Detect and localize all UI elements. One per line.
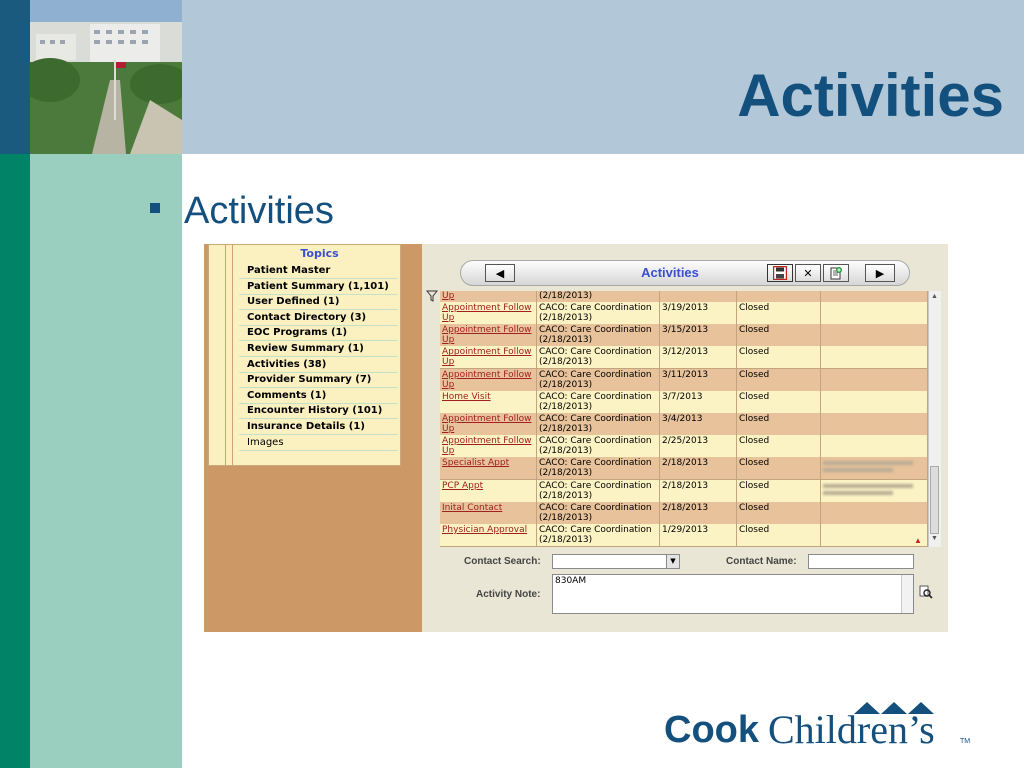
status-cell: Closed	[737, 391, 821, 413]
embedded-screenshot	[204, 244, 948, 632]
status-cell: Closed	[737, 502, 821, 524]
contact-cell	[821, 324, 928, 346]
activity-note-label: Activity Note:	[476, 589, 541, 600]
bullet-square-icon	[150, 203, 160, 213]
contact-cell	[821, 502, 928, 524]
date-cell: 2/25/2013	[660, 435, 737, 457]
program-cell: CACO: Care Coordination (2/18/2013)	[537, 302, 660, 324]
filter-icon[interactable]	[426, 290, 438, 302]
table-row[interactable]	[440, 457, 928, 480]
activity-cell[interactable]: PCP Appt	[440, 480, 537, 502]
add-button[interactable]	[823, 264, 849, 282]
activity-cell[interactable]: Appointment Follow Up	[440, 369, 537, 391]
activities-grid	[440, 291, 928, 547]
program-cell: CACO: Care Coordination (2/18/2013)	[537, 524, 660, 546]
activity-cell[interactable]: Physician Approval	[440, 524, 537, 546]
contact-cell	[821, 346, 928, 368]
date-cell: 3/7/2013	[660, 391, 737, 413]
previous-button[interactable]	[485, 264, 515, 282]
topic-item[interactable]: Activities (38)	[239, 357, 398, 373]
contact-search-select[interactable]	[552, 554, 680, 569]
close-icon: ✕	[803, 267, 813, 280]
sort-indicator-icon: ▲	[914, 536, 922, 545]
activity-cell[interactable]: Appointment Follow Up	[440, 324, 537, 346]
program-cell: CACO: Care Coordination (2/18/2013)	[537, 324, 660, 346]
date-cell: 3/11/2013	[660, 369, 737, 391]
activity-cell[interactable]: Appointment Follow Up	[440, 302, 537, 324]
topic-item[interactable]: Encounter History (101)	[239, 403, 398, 419]
status-cell: Closed	[737, 480, 821, 502]
program-cell: CACO: Care Coordination (2/18/2013)	[537, 502, 660, 524]
table-row[interactable]	[440, 346, 928, 369]
note-scrollbar[interactable]	[901, 575, 913, 613]
program-cell: CACO: Care Coordination (2/18/2013)	[537, 346, 660, 368]
slide-title: Activities	[737, 62, 1004, 129]
contact-cell	[821, 413, 928, 435]
topic-item[interactable]: Insurance Details (1)	[239, 419, 398, 435]
program-cell: CACO: Care Coordination (2/18/2013)	[537, 391, 660, 413]
magnify-icon[interactable]	[919, 585, 933, 599]
status-cell: Closed	[737, 346, 821, 368]
topic-item[interactable]: Patient Summary (1,101)	[239, 279, 398, 295]
date-cell: 2/18/2013	[660, 502, 737, 524]
program-cell: CACO: Care Coordination (2/18/2013)	[537, 369, 660, 391]
triangle-left-icon: ◀	[495, 267, 505, 280]
topic-item[interactable]: Provider Summary (7)	[239, 372, 398, 388]
contact-name-field[interactable]	[808, 554, 914, 569]
status-cell: Closed	[737, 369, 821, 391]
add-document-icon	[829, 266, 843, 280]
program-cell: CACO: Care Coordination (2/18/2013)	[537, 435, 660, 457]
cook-childrens-logo	[664, 702, 976, 754]
topic-item[interactable]: Review Summary (1)	[239, 341, 398, 357]
contact-name-label: Contact Name:	[726, 556, 797, 567]
topics-header: Topics	[300, 247, 339, 260]
table-row[interactable]	[440, 302, 928, 325]
table-row[interactable]	[440, 480, 928, 503]
program-cell: CACO: Care Coordination (2/18/2013)	[537, 457, 660, 479]
date-cell: 2/18/2013	[660, 480, 737, 502]
topic-item[interactable]: User Defined (1)	[239, 294, 398, 310]
contact-cell	[821, 302, 928, 324]
contact-cell	[821, 480, 928, 502]
contact-cell	[821, 391, 928, 413]
date-cell: 3/4/2013	[660, 413, 737, 435]
delete-button[interactable]	[795, 264, 821, 282]
topics-panel	[208, 244, 401, 466]
activity-note-textarea[interactable]: 830AM	[552, 574, 914, 614]
scroll-down-icon[interactable]: ▼	[931, 535, 938, 542]
status-cell: Closed	[737, 302, 821, 324]
topic-item[interactable]: EOC Programs (1)	[239, 325, 398, 341]
table-row[interactable]	[440, 435, 928, 458]
status-cell: Closed	[737, 413, 821, 435]
date-cell: 3/19/2013	[660, 302, 737, 324]
logo-text-childrens: Children’s	[768, 707, 935, 752]
date-cell: 3/15/2013	[660, 324, 737, 346]
status-cell: Closed	[737, 324, 821, 346]
scroll-up-icon[interactable]: ▲	[931, 293, 938, 300]
topic-item[interactable]: Contact Directory (3)	[239, 310, 398, 326]
table-row[interactable]	[440, 502, 928, 525]
table-row[interactable]	[440, 369, 928, 392]
date-cell: 2/18/2013	[660, 457, 737, 479]
contact-cell	[821, 435, 928, 457]
activity-cell[interactable]: Appointment Follow Up	[440, 413, 537, 435]
activity-cell[interactable]: Up	[440, 291, 537, 302]
save-button[interactable]	[767, 264, 793, 282]
date-cell: 3/12/2013	[660, 346, 737, 368]
redacted-text	[823, 461, 913, 465]
program-cell: (2/18/2013)	[537, 291, 660, 302]
program-cell: CACO: Care Coordination (2/18/2013)	[537, 480, 660, 502]
activity-cell[interactable]: Home Visit	[440, 391, 537, 413]
logo-text-cook: Cook	[664, 709, 759, 751]
redacted-text	[823, 468, 893, 472]
chevron-down-icon: ▼	[666, 555, 679, 568]
table-row[interactable]	[440, 413, 928, 436]
contact-cell	[821, 369, 928, 391]
save-icon	[773, 266, 787, 280]
table-row[interactable]	[440, 524, 928, 547]
contact-cell	[821, 524, 928, 546]
table-row[interactable]	[440, 391, 928, 414]
contact-search-label: Contact Search:	[464, 556, 541, 567]
status-cell: Closed	[737, 524, 821, 546]
table-row[interactable]	[440, 324, 928, 347]
status-cell: Closed	[737, 457, 821, 479]
status-cell: Closed	[737, 435, 821, 457]
redacted-text	[823, 484, 913, 488]
toolbar-title: Activities	[641, 265, 699, 280]
scrollbar-thumb[interactable]	[930, 466, 939, 534]
activity-cell[interactable]: Inital Contact	[440, 502, 537, 524]
activity-cell[interactable]: Specialist Appt	[440, 457, 537, 479]
grid-scrollbar[interactable]	[928, 291, 941, 547]
topic-item[interactable]: Comments (1)	[239, 388, 398, 404]
contact-cell	[821, 457, 928, 479]
date-cell: 1/29/2013	[660, 524, 737, 546]
logo-trademark: TM	[960, 738, 971, 745]
topic-item[interactable]: Images	[239, 435, 398, 451]
bullet-text: Activities	[184, 190, 334, 232]
next-button[interactable]	[865, 264, 895, 282]
program-cell: CACO: Care Coordination (2/18/2013)	[537, 413, 660, 435]
triangle-right-icon: ▶	[875, 267, 885, 280]
activity-cell[interactable]: Appointment Follow Up	[440, 346, 537, 368]
activity-cell[interactable]: Appointment Follow Up	[440, 435, 537, 457]
activities-toolbar	[460, 260, 910, 286]
activities-pane	[422, 244, 948, 632]
topic-item[interactable]: Patient Master	[239, 263, 398, 279]
hospital-photo	[30, 0, 182, 154]
redacted-text	[823, 491, 893, 495]
